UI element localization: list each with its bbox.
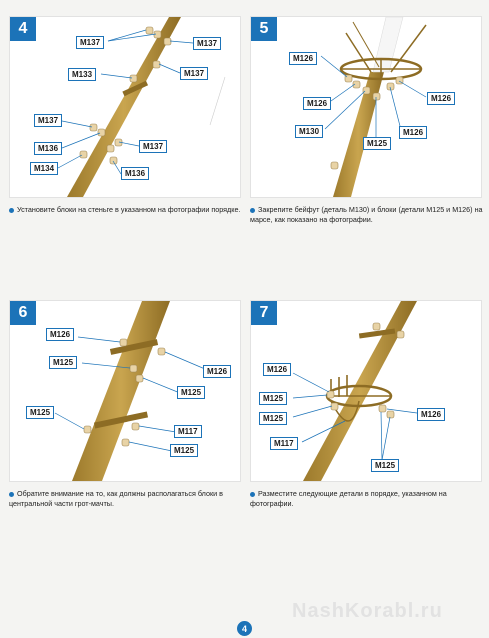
step-7-caption	[250, 489, 486, 509]
step-6-number: 6	[10, 301, 36, 325]
part-label: M125	[177, 386, 205, 399]
bullet-icon	[9, 208, 14, 213]
step-6-panel	[9, 300, 241, 482]
step-5-photo	[251, 17, 481, 197]
bullet-icon	[250, 492, 255, 497]
bullet-icon	[250, 208, 255, 213]
part-label: M126	[46, 328, 74, 341]
step-6-caption-text: Обратите внимание на то, как должны располагаться блоки в центральной части грот-мачты.	[9, 489, 223, 508]
step-7-panel	[250, 300, 482, 482]
step-6-caption	[9, 489, 245, 509]
part-label: M137	[139, 140, 167, 153]
part-label: M125	[170, 444, 198, 457]
step-6-photo	[10, 301, 240, 481]
watermark: NashKorabl.ru	[292, 600, 443, 622]
part-label: M137	[193, 37, 221, 50]
step-4-number: 4	[10, 17, 36, 41]
page-number: 4	[237, 621, 252, 636]
part-label: M133	[68, 68, 96, 81]
step-7-photo	[251, 301, 481, 481]
part-label: M137	[180, 67, 208, 80]
part-label: M117	[174, 425, 202, 438]
part-label: M125	[26, 406, 54, 419]
step-5-number: 5	[251, 17, 277, 41]
part-label: M126	[289, 52, 317, 65]
part-label: M136	[121, 167, 149, 180]
step-5-caption	[250, 205, 486, 225]
step-5-caption-text: Закрепите бейфут (деталь M130) и блоки (детали M125 и M126) на марсе, как показано на фотографии.	[250, 205, 483, 224]
step-4-panel	[9, 16, 241, 198]
part-label: M125	[363, 137, 391, 150]
part-label: M134	[30, 162, 58, 175]
part-label: M126	[303, 97, 331, 110]
part-label: M126	[417, 408, 445, 421]
part-label: M125	[49, 356, 77, 369]
part-label: M126	[427, 92, 455, 105]
step-7-caption-text: Разместите следующие детали в порядке, указанном на фотографии.	[250, 489, 447, 508]
bullet-icon	[9, 492, 14, 497]
part-label: M125	[259, 412, 287, 425]
step-7-number: 7	[251, 301, 277, 325]
step-4-caption-text: Установите блоки на стеньге в указанном на фотографии порядке.	[17, 205, 241, 214]
step-5-panel	[250, 16, 482, 198]
part-label: M137	[34, 114, 62, 127]
part-label: M117	[270, 437, 298, 450]
part-label: M137	[76, 36, 104, 49]
part-label: M136	[34, 142, 62, 155]
part-label: M126	[203, 365, 231, 378]
part-label: M130	[295, 125, 323, 138]
part-label: M125	[371, 459, 399, 472]
step-4-caption	[9, 205, 245, 215]
part-label: M126	[399, 126, 427, 139]
part-label: M126	[263, 363, 291, 376]
part-label: M125	[259, 392, 287, 405]
